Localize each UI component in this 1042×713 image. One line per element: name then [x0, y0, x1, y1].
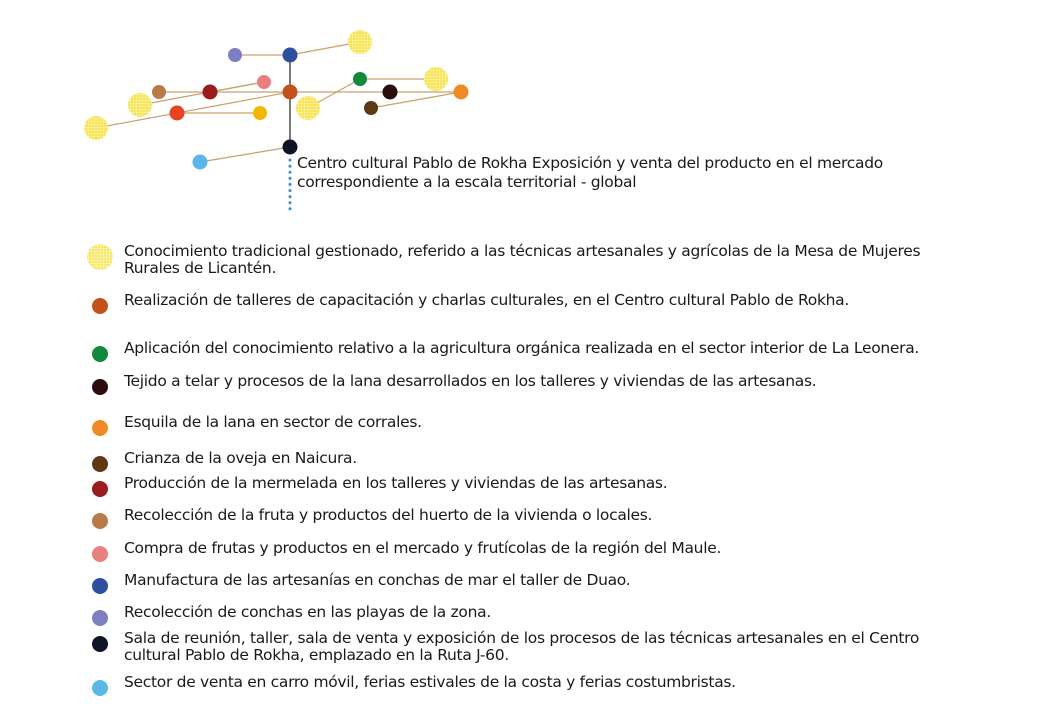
connector-line [200, 147, 290, 162]
workshops-node [283, 85, 298, 100]
legend-label: Manufactura de las artesanías en conchas de mar el taller de Duao. [124, 571, 631, 589]
legend-label: Tejido a telar y procesos de la lana desarrollados en los talleres y viviendas de las artesanas. [124, 372, 817, 390]
red-orange-node [170, 106, 185, 121]
fruit-collection-node [152, 85, 166, 99]
knowledge-node [424, 67, 448, 91]
legend-label: Compra de frutas y productos en el mercado y frutícolas de la región del Maule. [124, 539, 722, 557]
navy-circle-icon [92, 636, 108, 652]
legend-label: Realización de talleres de capacitación y charlas culturales, en el Centro cultural Pablo de Rokha. [124, 291, 849, 309]
legend-label: Esquila de la lana en sector de corrales. [124, 413, 422, 431]
gold-node [253, 106, 267, 120]
pink-circle-icon [92, 546, 108, 562]
mobile-sales-node [193, 155, 208, 170]
yellow-dotted-circle-icon [87, 244, 113, 270]
light-blue-circle-icon [92, 680, 108, 696]
legend-label: Aplicación del conocimiento relativo a la agricultura orgánica realizada en el sector interior de La Leonera. [124, 339, 920, 357]
cultural-center-node [283, 140, 298, 155]
wool-shearing-node [454, 85, 469, 100]
knowledge-node [84, 116, 108, 140]
green-circle-icon [92, 346, 108, 362]
jam-production-node [203, 85, 218, 100]
rust-circle-icon [92, 298, 108, 314]
legend-label: Sector de venta en carro móvil, ferias estivales de la costa y ferias costumbristas. [124, 673, 736, 691]
sheep-raising-node [364, 101, 378, 115]
knowledge-node [348, 30, 372, 54]
lavender-circle-icon [92, 610, 108, 626]
maroon-circle-icon [92, 379, 108, 395]
shell-crafts-node [283, 48, 298, 63]
legend-label: Recolección de la fruta y productos del huerto de la vivienda o locales. [124, 506, 653, 524]
legend-label: Conocimiento tradicional gestionado, referido a las técnicas artesanales y agrícolas de la Mesa de Mujeres Rurales de Licantén. [124, 242, 921, 277]
blue-circle-icon [92, 578, 108, 594]
tan-circle-icon [92, 513, 108, 529]
crimson-circle-icon [92, 481, 108, 497]
legend-label: Recolección de conchas en las playas de la zona. [124, 603, 491, 621]
fruit-purchase-node [257, 75, 271, 89]
shell-collection-node [228, 48, 242, 62]
organic-agriculture-node [353, 72, 367, 86]
knowledge-node [128, 93, 152, 117]
diagram-caption: Centro cultural Pablo de Rokha Exposición y venta del producto en el mercado correspondiente a la escala territorial - global [297, 154, 883, 191]
legend-label: Sala de reunión, taller, sala de venta y exposición de los procesos de las técnicas artesanales en el Centro cultural Pablo de Rokha, emplazado en la Ruta J-60. [124, 629, 920, 664]
connector-line [210, 82, 264, 92]
brown-circle-icon [92, 456, 108, 472]
legend-label: Producción de la mermelada en los talleres y viviendas de las artesanas. [124, 474, 668, 492]
knowledge-node [296, 96, 320, 120]
orange-circle-icon [92, 420, 108, 436]
legend-label: Crianza de la oveja en Naicura. [124, 449, 357, 467]
loom-weaving-node [383, 85, 398, 100]
